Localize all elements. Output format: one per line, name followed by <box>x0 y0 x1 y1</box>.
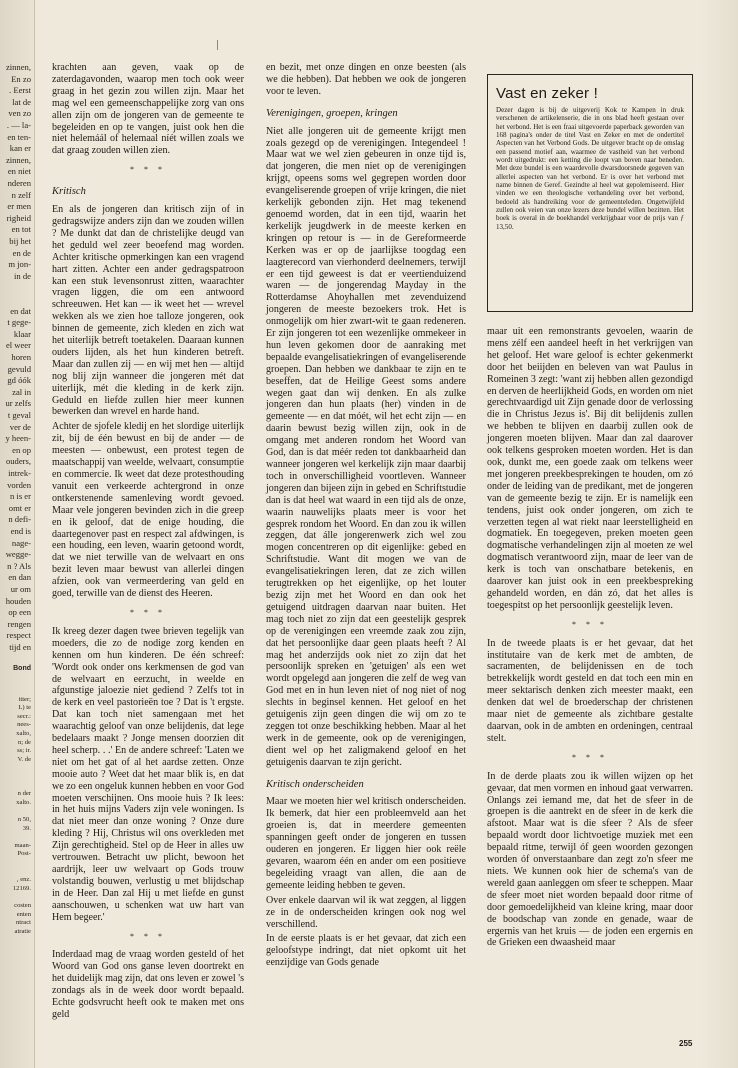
paragraph: In de eerste plaats is er het gevaar, dat zich een geloofstype indringt, dat niet opkomt uit het eenzijdige van Gods genade <box>266 933 466 969</box>
previous-page-sidebar-fragment: n der <box>17 790 31 798</box>
previous-page-sidebar-fragment: L) te <box>18 704 31 712</box>
previous-page-fragment: En zo <box>11 73 31 84</box>
section-divider: * * * <box>130 165 166 175</box>
previous-page-sidebar-fragment: 12169. <box>12 884 31 892</box>
previous-page-edge <box>0 0 35 1068</box>
previous-page-fragment: gd óók <box>7 375 31 386</box>
previous-page-fragment: zal in <box>12 386 31 397</box>
paragraph: Inderdaad mag de vraag worden gesteld of het Woord van God ons ganse leven doortrekt en het duidelijk mag zijn, dat ons leven er zowel 's zondags als in de week door wordt bepaald. Echte godsvrucht heeft ook te maken met ons geld <box>52 949 244 1020</box>
paragraph: In de derde plaats zou ik willen wijzen op het gevaar, dat men vormen en inhoud gaat verwarren. Onlangs zei iemand me, dat het de sfeer in de groepen is die aantrekt en de sfeer in de kerk die afstoot. Maar wat is die sfeer ? Als de sfeer bepaald wordt door lichtvoetige muziek met een bepaald ritme, terwijl óf geen woorden gezongen worden óf onverstaanbare dan zegt zo'n sfeer me niets. We kunnen ook hier de schema's van de wereld gaan aanleggen om sfeer te scheppen. Maar de sfeer moet niet worden bepaald door ritme of door gemoedelijkheid van kleine kring, maar door de boodschap van zonde en genade, waar de ergernis van het kruis — de joden een ergernis en de Grieken een dwaasheid maar <box>487 770 693 949</box>
previous-page-sidebar-fragment: xalto, <box>16 730 31 737</box>
previous-page-fragment: n zelf <box>11 189 31 200</box>
announcement-box <box>487 74 693 312</box>
previous-page-fragment: lat de <box>12 96 31 107</box>
paragraph: maar uit een remonstrants gevoelen, waarin de mens zélf een aandeel heeft in het verkrijgen van het geloof. Het ware geloof is echter gekenmerkt door het beiijden en beleven van wat Paulus in Romeinen 3 zegt: 'want zij hebben allen gezondigd en derven de heerlijkheid Gods, en worden om niet gerechtvaardigd uit Zijn genade door de verlossing die in Christus Jezus is'. Bij dit belijdenis zullen we hebben te blijven en daarbij zullen ook de jongeren moeten blijven. Maar dan zal daarover ook telkens gesproken moeten worden. Het is dan ook, dunkt me, een goede zaak om telkens weer met jongeren preekbesprekingen te houden, om zó onder de leiding van de predikant, met de jongeren van de gemeente bezig te zijn. Er is namelijk een tendens, juist ook onder jongeren, om zich te verzetten tegen al wat riekt naar leerstelligheid en dogmatiek. En toegegeven, preken moeten geen dogmatische verhandelingen zijn al moeten ze wel dogmatisch verantwoord zijn, maar de leer van de kerk is toch van onschatbare betekenis, en daarover kan juist ook in een preekbespreking gehandeld worden, en dán zó, dat het alles is toegespitst op het persoonlijk geestelijk leven. <box>487 326 693 611</box>
previous-page-sidebar-fragment: V. de <box>17 755 31 763</box>
page-number: 255 <box>679 1039 693 1048</box>
previous-page-fragment: in de <box>14 270 31 281</box>
fold-mark <box>217 40 218 50</box>
previous-page-fragment: . — la- <box>6 120 31 130</box>
previous-page-sidebar-fragment: , enz. <box>16 876 31 884</box>
paragraph: Maar we moeten hier wel kritisch onderscheiden. Ik bemerk, dat hier een probleemveld aan het groeien is, dat in meerdere gemeenten spanningen geeft onder de jongeren en tussen ouderen en jongeren. Er liggen hier ook reële gevaren, waarom één en ander om een positieve begeleiding vraagt van allen, die aan de gemeente leiding hebben te geven. <box>266 796 466 891</box>
previous-page-fragment: en ten- <box>7 131 31 142</box>
previous-page-sidebar-fragment: Bond <box>13 665 31 672</box>
paragraph: Niet alle jongeren uit de gemeente krijgt men zoals gezegd op de verenigingen. Integendeel ! Maar wat we wel zien gebeuren in onze tijd is, dat jongeren, die men niet op de verenigingen krijgt, opeens soms wel gegrepen worden door evangeliserende groepen of vrije kringen, die niet kerkelijk gebonden zijn. Het mag tekenend genoemd worden, dat in een tijd, waarin het kerkelijk jeugdwerk in de meeste kerken en kringen op retour is — in de Gereformeerde Kerken was er op de jaarlijkse toogdag een laagterecord van vierhonderd deelnemers, terwijl er een tijd geweest is dat er veertienduizend waren — de jongerendag Mayday in the Rotterdamse Ahoyhallen met zevenduizend jongeren de meeste bezoekers trok. Het is onmogelijk om hier zwart-wit te gaan redeneren. Er zijn jongeren tot een wezenlijke ommekeer in hun leven gekomen door de aanraking met bepaalde evangelisatiekringen of evangeliserende groepen. Dan hebben we dankbaar te zijn en te beseffen, dat de Heilige Geest soms andere wegen gaat dan wij denken. En als zulke jongeren dan hun plaats (her) vinden in de gemeente — en dat móét, wil het echt zijn — en daarin bewust bezig willen zijn, ook in de omgang met anderen rondom het Woord van God, dan is dat méér reden tot dankbaarheid dan wanneer jongeren wel kerkelijk zijn maar daarbij toch in onverschilligheid voortleven. Wanneer jongeren dan bijeen zijn in gebed en Schriftstudie dan is dat heel wat waard in een tijd als de onze, waarin nauwelijks plaats meer is voor het gesprek rondom het Woord. En dan zou ik willen zeggen, dat álle jongerenwerk zich wel zou mogen concentreren op dit eigenlijke: gebed en Schriftstudie. Want dit mogen we van de evangelisatiekringen leren, dat ze zich willen terugtrekken op het eigenlijke, op het louter bezig zijn met het Woord en dan ook het getuigend uitdragen daarvan naar buiten. Het mag toch niet zo zijn dat een geestelijk gesprek op de verenigingen een vreemde zaak zou zijn, dat het persoonlijke daar geen plaats heeft ? Al mag het anderzijds ook niet zo zijn dat het persoonlijk spreken en 'getuigen' als een wet wordt opgelegd aan jongeren die zelf de weg van God met en in hun leven niet of nog niet of nog slechts in beginsel kennen. Het geloof en het getuigenis zijn geen dingen die wij om zo te zeggen tot onze beschikking hebben. Maar al het werk in de gemeente, ook op de verenigingen, dient wel op het zaligmakend geloof en het getuigenis daarvan te zijn gericht. <box>266 125 466 768</box>
previous-page-sidebar-fragment: itter; <box>18 695 31 703</box>
previous-page-sidebar-fragment: maan- <box>14 841 31 849</box>
previous-page-sidebar-fragment: costen <box>14 902 31 909</box>
previous-page-sidebar-fragment: Post- <box>17 850 31 858</box>
previous-page-fragment: en tot <box>11 224 31 235</box>
previous-page-fragment: ver de <box>9 421 31 432</box>
previous-page-fragment: nderen <box>7 178 31 188</box>
previous-page-fragment: en op <box>12 444 31 455</box>
previous-page-fragment: nage- <box>11 537 31 548</box>
previous-page-fragment: ouders, <box>5 456 31 467</box>
previous-page-sidebar-fragment: nees- <box>17 721 31 729</box>
announcement-title: Vast en zeker ! <box>496 85 598 102</box>
previous-page-fragment: zinnen, <box>5 154 31 165</box>
previous-page-sidebar-fragment: 39. <box>22 824 31 832</box>
previous-page-fragment: t geval <box>7 410 31 420</box>
previous-page-fragment: ur om <box>10 584 31 594</box>
previous-page-sidebar-fragment: n 50, <box>17 816 31 823</box>
paragraph: In de tweede plaats is er het gevaar, dat het institutaire van de kerk met de ambten, de sacramenten, de belijdenissen en de toch betrekkelijk wordt gesteld en dat toch een min en meer sektarisch denken zich meester maakt, een denken dat wel de broederschap der christenen maar niet de gemeente als zichtbare gestalte daarvan, ook in de ambten en ordeningen, centraal stelt. <box>487 637 693 744</box>
previous-page-sidebar-fragment: ss; ir. <box>17 747 31 755</box>
previous-page-fragment: horen <box>11 352 31 362</box>
previous-page-sidebar-fragment: n; de <box>17 738 31 746</box>
previous-page-fragment: el weer <box>5 340 31 351</box>
previous-page-fragment: y heen- <box>5 433 31 444</box>
column-middle <box>266 62 466 969</box>
previous-page-sidebar-fragment: enten <box>16 910 31 918</box>
previous-page-fragment: n ? Als <box>7 560 31 571</box>
previous-page-fragment: righeid <box>6 212 31 223</box>
paragraph: Achter de sjofele kledij en het slordige uiterlijk zit, bij de één bewust en bij de ander — de meesten — onbewust, een protest tegen de maatschappij van weelde, welvaart, consumptie en commercie. Ik weet dat deze protesthouding vanuit een verkeerde achtergrond in onze ontkerstenende samenleving wordt gevoed. Maar vele jongeren bevinden zich in die greep en ik geloof, dat de enige houding, die daartegenover past en respect zal afdwingen, is een houding, een leven, waarin getoond wordt, dat we niet terwille van de welvaart en ons bezit leven maar bewust van allerlei dingen afzien, ook van vermeerdering van geld en goed, terwille van de dienst des Heeren. <box>52 421 244 600</box>
previous-page-fragment: er men <box>7 201 31 212</box>
section-heading: Kritisch onderscheiden <box>266 778 364 790</box>
paragraph: en bezit, met onze dingen en onze beesten (als we die hebben). Dat hebben we ook de jongeren voor te leven. <box>266 62 466 97</box>
previous-page-sidebar-fragment: xalto. <box>16 798 31 806</box>
section-heading: Verenigingen, groepen, kringen <box>266 107 398 119</box>
previous-page-fragment: . Eerst <box>9 85 31 96</box>
previous-page-fragment: end is <box>10 526 31 536</box>
previous-page-fragment: en dat <box>10 305 31 316</box>
previous-page-fragment: rengen <box>7 618 31 629</box>
previous-page-fragment: vorden <box>7 479 31 490</box>
previous-page-fragment: respect <box>6 630 31 641</box>
previous-page-fragment: en dan <box>8 572 31 583</box>
column-right <box>487 326 693 949</box>
section-divider: * * * <box>572 752 608 762</box>
previous-page-fragment: n defi- <box>8 514 31 525</box>
previous-page-fragment: intrek- <box>8 468 31 478</box>
previous-page-fragment: n is er <box>9 491 31 502</box>
paragraph: Ik kreeg dezer dagen twee brieven tegelijk van moeders, die zo de nodige zorg kenden en kennen om hun kinderen. De één schreef: 'Wordt ook onder ons kerkmensen de god van de welvaart en eerzucht, in weelde en afgunstige jaloezie niet gediend ? Zelfs tot in de kerk en veel pastorieën toe ? Dat is 't ergste. Dat kan toch niet samengaan met het waarachtig geloof van onze belijdenis, dat lege bedelaars maakt ? Jonge mensen doorzien dit heel scherp. . .' En de andere schreef: 'Laten we niet om het gat of al het aardse zetten. Onze mooie auto ? Weet dat het maar blik is, en dat we zo een ongeluk kunnen hebben en voor God moeten verschijnen. Ons mooie huis ? Ik lees: in het huis mijns Vaders zijn vele woningen. Is dat niet meer dan onze woning ? Onze dure kleding ? Hij, Christus wil ons overkleden met Zijn gerechtigheid. Stel op de Heer in alles uw vertrouwen. Betracht uw plicht, bewoon het aardrijk, leer uw welvaart op Gods trouw volstandig bouwen, verlustig u met blijdschap in de Heer. Dan zal Hij u met liefde en gunst aanschouwen, u schenken wat uw hart van Hem begeer.' <box>52 625 244 923</box>
previous-page-fragment: ur zelfs <box>5 398 31 409</box>
previous-page-fragment: gevuld <box>7 363 31 374</box>
previous-page-fragment: houden <box>5 595 31 606</box>
previous-page-fragment: klaar <box>13 328 31 339</box>
previous-page-fragment: op een <box>8 607 31 618</box>
paragraph: Over enkele daarvan wil ik wat zeggen, al liggen ze in de onderscheiden kringen ook nog wel verschillend. <box>266 894 466 930</box>
previous-page-fragment: kan er <box>9 143 31 154</box>
paragraph: En als de jongeren dan kritisch zijn of in gedragswijze anders zijn dan we zouden willen ? Me dunkt dat dan de christelijke deugd van het geduld wel zeer beoefend mag worden. Achter kritische opmerkingen kan een vragend hart zitten. Achter een ander gedragspatroon kan een stuk levensonrust zitten, waarachter vragen liggen, die om een antwoord schreeuwen. Het kan — ik weet het — wrevel wekken als we zien hoe talloze jongeren, ook binnen de gemeente, zich kleden en zich wat het uiterlijk betreft toetakelen. Daaraan kunnen ouders lijden, als het hun kinderen betreft. Maar dan zullen zij — en wij met hen — altijd nog blij zijn wanneer die jongeren mét dat uiterlijk, mét die kleding in de kerk zijn. Geduld en liefde zullen hier meer kunnen bewerken dan wrevel en harde hand. <box>52 204 244 418</box>
previous-page-fragment: bij het <box>9 236 31 246</box>
previous-page-sidebar-fragment: ntract <box>15 919 31 927</box>
section-divider: * * * <box>572 619 608 629</box>
previous-page-fragment: en niet <box>7 166 31 177</box>
previous-page-sidebar-fragment: atratie <box>14 927 31 935</box>
previous-page-fragment: zinnen, <box>5 62 31 72</box>
previous-page-fragment: ven zo <box>8 108 31 119</box>
previous-page-sidebar-fragment: secr.: <box>17 712 31 720</box>
section-divider: * * * <box>130 931 166 941</box>
previous-page-fragment: wegge- <box>5 549 31 560</box>
announcement-text: Dezer dagen is bij de uitgeverij Kok te Kampen in druk verschenen de artikelenserie, die in ons blad heeft gestaan over het verbond. Het is een fraai uitgevoerde paperback geworden van 168 pagina's onder de titel Vast en Zeker en met de ondertitel Aspecten van het Verbond Gods. De uitgever bracht op de omslag een passend motief aan, waarmee de vastheid van het verbond wordt uitgedrukt: een ketting die loopt van boven naar beneden. Met deze bundel is een waardevolle dwarsdoorsnede gegeven van allerlei aspecten van het verbond. Er is over het verbond met name binnen de Geref. Gezindte al heel wat gepolemiseerd. Hier vinden we een theologische verhandeling over het verbond, bedoeld als handreiking voor de gemeenteleden. Ongetwijfeld zullen ook veien van onze lezers deze bundel willen bezitten. Het boek is overal in de boekhandel verkrijgbaar voor de prijs van ƒ 13,50. <box>496 106 684 231</box>
previous-page-fragment: en de <box>12 247 31 258</box>
section-divider: * * * <box>130 607 166 617</box>
section-heading: Kritisch <box>52 186 86 198</box>
previous-page-fragment: omt er <box>8 502 31 513</box>
previous-page-fragment: t gege- <box>7 317 31 328</box>
previous-page-fragment: tijd en <box>9 642 31 652</box>
paragraph: krachten aan geven, vaak op de zaterdagavonden, waarop men toch ook weer graag in het gezin zou willen zijn. Maar het mag wel een gemeenschappelijke zorg van ons allen zijn om de jongeren van de gemeente te begeleiden en op te vangen, juist ook hen die niet helemáál of helemaal níét willen zoals we dat graag zouden willen zien. <box>52 62 244 157</box>
previous-page-fragment: m jon- <box>8 259 31 270</box>
column-left <box>52 62 244 1021</box>
